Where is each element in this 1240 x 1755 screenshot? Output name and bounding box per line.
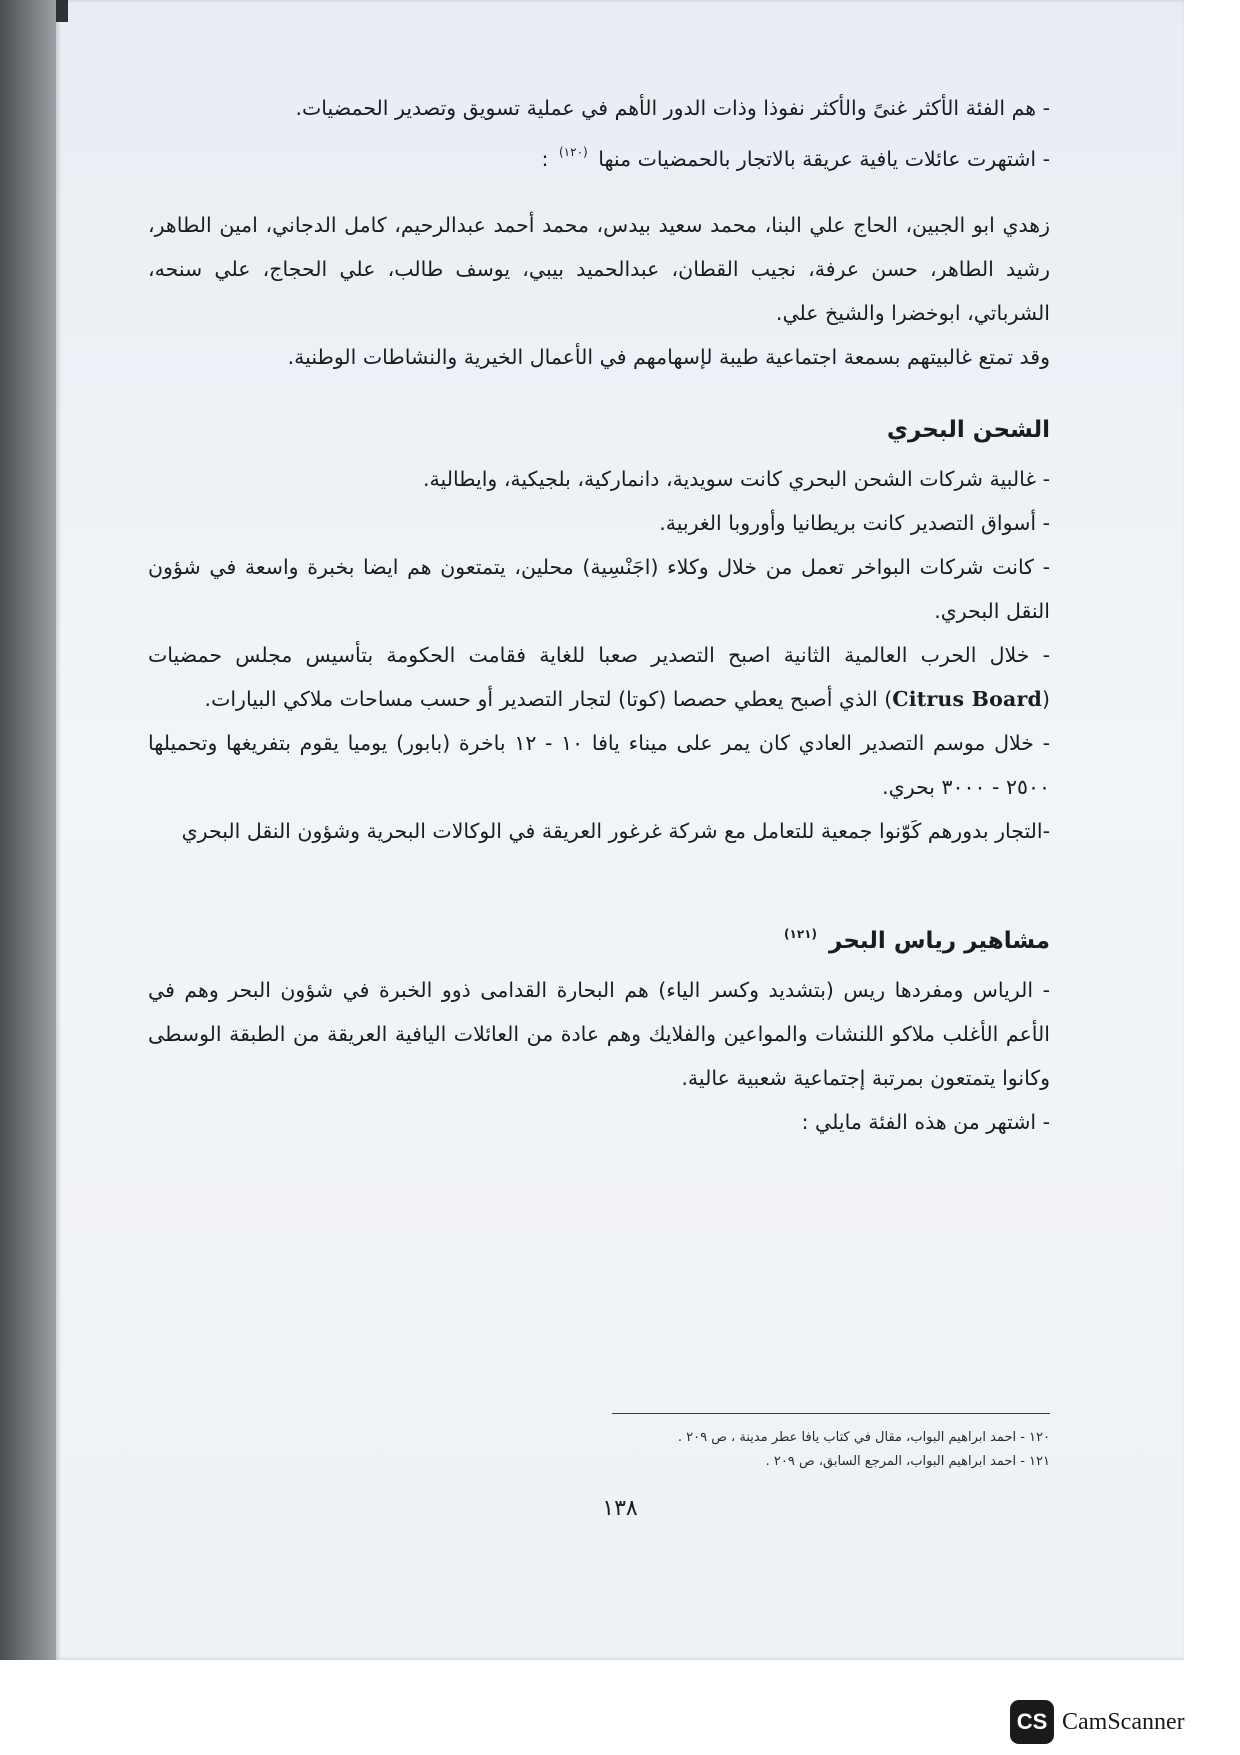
- heading-captains: [148, 911, 1050, 964]
- scan-background-edge: [0, 0, 56, 1660]
- families-intro-colon: :: [541, 147, 549, 171]
- families-reputation: وقد تمتع غالبيتهم بسمعة اجتماعية طيبة لإسهامهم في الأعمال الخيرية والنشاطات الوطنية.: [287, 345, 1050, 369]
- spacer: [148, 853, 1050, 911]
- footnote-ref-120[interactable]: (١٢٠): [558, 145, 588, 159]
- shipping-item: - خلال موسم التصدير العادي كان يمر على ميناء يافا ١٠ - ١٢ باخرة (بابور) يوميا يقوم بتفريغها وتحميلها ٢٥٠٠ - ٣٠٠٠ بحري.: [148, 731, 1050, 799]
- shipping-item: - كانت شركات البواخر تعمل من خلال وكلاء (اجَنْسِية) محلين، يتمتعون هم ايضا بخبرة واسعة في شؤون النقل البحري.: [148, 555, 1050, 623]
- captains-body: - الرياس ومفردها ريس (بتشديد وكسر الياء) هم البحارة القدامى ذوو الخبرة في شؤون البحر وهم في الأعم الأغلب ملاكو اللنشات والمواعين والفلايك وهم عادة من العائلات اليافية العريقة من الطبقة الوسطى وكانوا يتمتعون بمرتبة إجتماعية شعبية عالية.: [148, 978, 1050, 1090]
- camscanner-logo-text: CS: [1016, 1709, 1048, 1734]
- page-body: [148, 86, 1050, 1144]
- citrus-board-latin: Citrus Board: [892, 687, 1042, 711]
- paragraph-top: - هم الفئة الأكثر غنىً والأكثر نفوذا وذات الدور الأهم في عملية تسويق وتصدير الحمضيات.: [295, 96, 1050, 120]
- heading-shipping: الشحن البحري: [886, 417, 1050, 443]
- scan-corner-shadow: [56, 0, 68, 22]
- footnotes: [612, 1413, 1050, 1474]
- camscanner-watermark: CamScanner: [1062, 1709, 1185, 1735]
- families-list: زهدي ابو الجبين، الحاج علي البنا، محمد سعيد بيدس، محمد أحمد عبدالرحيم، كامل الدجاني، امين الطاهر، رشيد الطاهر، حسن عرفة، نجيب القطان، عبدالحميد بيبي، يوسف طالب، علي الحجاج، علي سنحه، الشرباتي، ابوخضرا والشيخ علي.: [148, 213, 1050, 325]
- shipping-citrus-board: [148, 633, 1050, 721]
- families-intro-text: - اشتهرت عائلات يافية عريقة بالاتجار بالحمضيات منها: [598, 147, 1050, 171]
- footnote-121: ١٢١ - احمد ابراهيم البواب، المرجع السابق، ص ٢٠٩ .: [765, 1454, 1050, 1469]
- footnote-120: ١٢٠ - احمد ابراهيم البواب، مقال في كتاب يافا عطر مدينة ، ص ٢٠٩ .: [677, 1430, 1050, 1445]
- citrus-board-before: - خلال الحرب العالمية الثانية اصبح التصدير صعبا للغاية فقامت الحكومة بتأسيس مجلس حمضيات (: [148, 643, 1050, 711]
- citrus-board-after: ) الذي أصبح يعطي حصصا (كوتا) لتجار التصدير أو حسب مساحات ملاكي البيارات.: [204, 687, 893, 711]
- page-number: ١٣٨: [602, 1496, 638, 1521]
- shipping-item: -التجار بدورهم كَوّنوا جمعية للتعامل مع شركة غرغور العريقة في الوكالات البحرية وشؤون النقل البحري: [181, 819, 1050, 843]
- heading-captains-text: مشاهير رياس البحر: [829, 928, 1050, 954]
- shipping-item: - أسواق التصدير كانت بريطانيا وأوروبا الغربية.: [659, 511, 1050, 535]
- families-intro: [148, 130, 1050, 181]
- footnote-ref-121[interactable]: (١٢١): [784, 927, 817, 941]
- footnote-divider: [612, 1413, 1050, 1414]
- spacer: [148, 181, 1050, 203]
- camscanner-logo-icon: [1010, 1700, 1054, 1744]
- shipping-item: - غالبية شركات الشحن البحري كانت سويدية، دانماركية، بلجيكية، وايطالية.: [423, 467, 1050, 491]
- captains-last-line: - اشتهر من هذه الفئة مايلي :: [801, 1110, 1050, 1134]
